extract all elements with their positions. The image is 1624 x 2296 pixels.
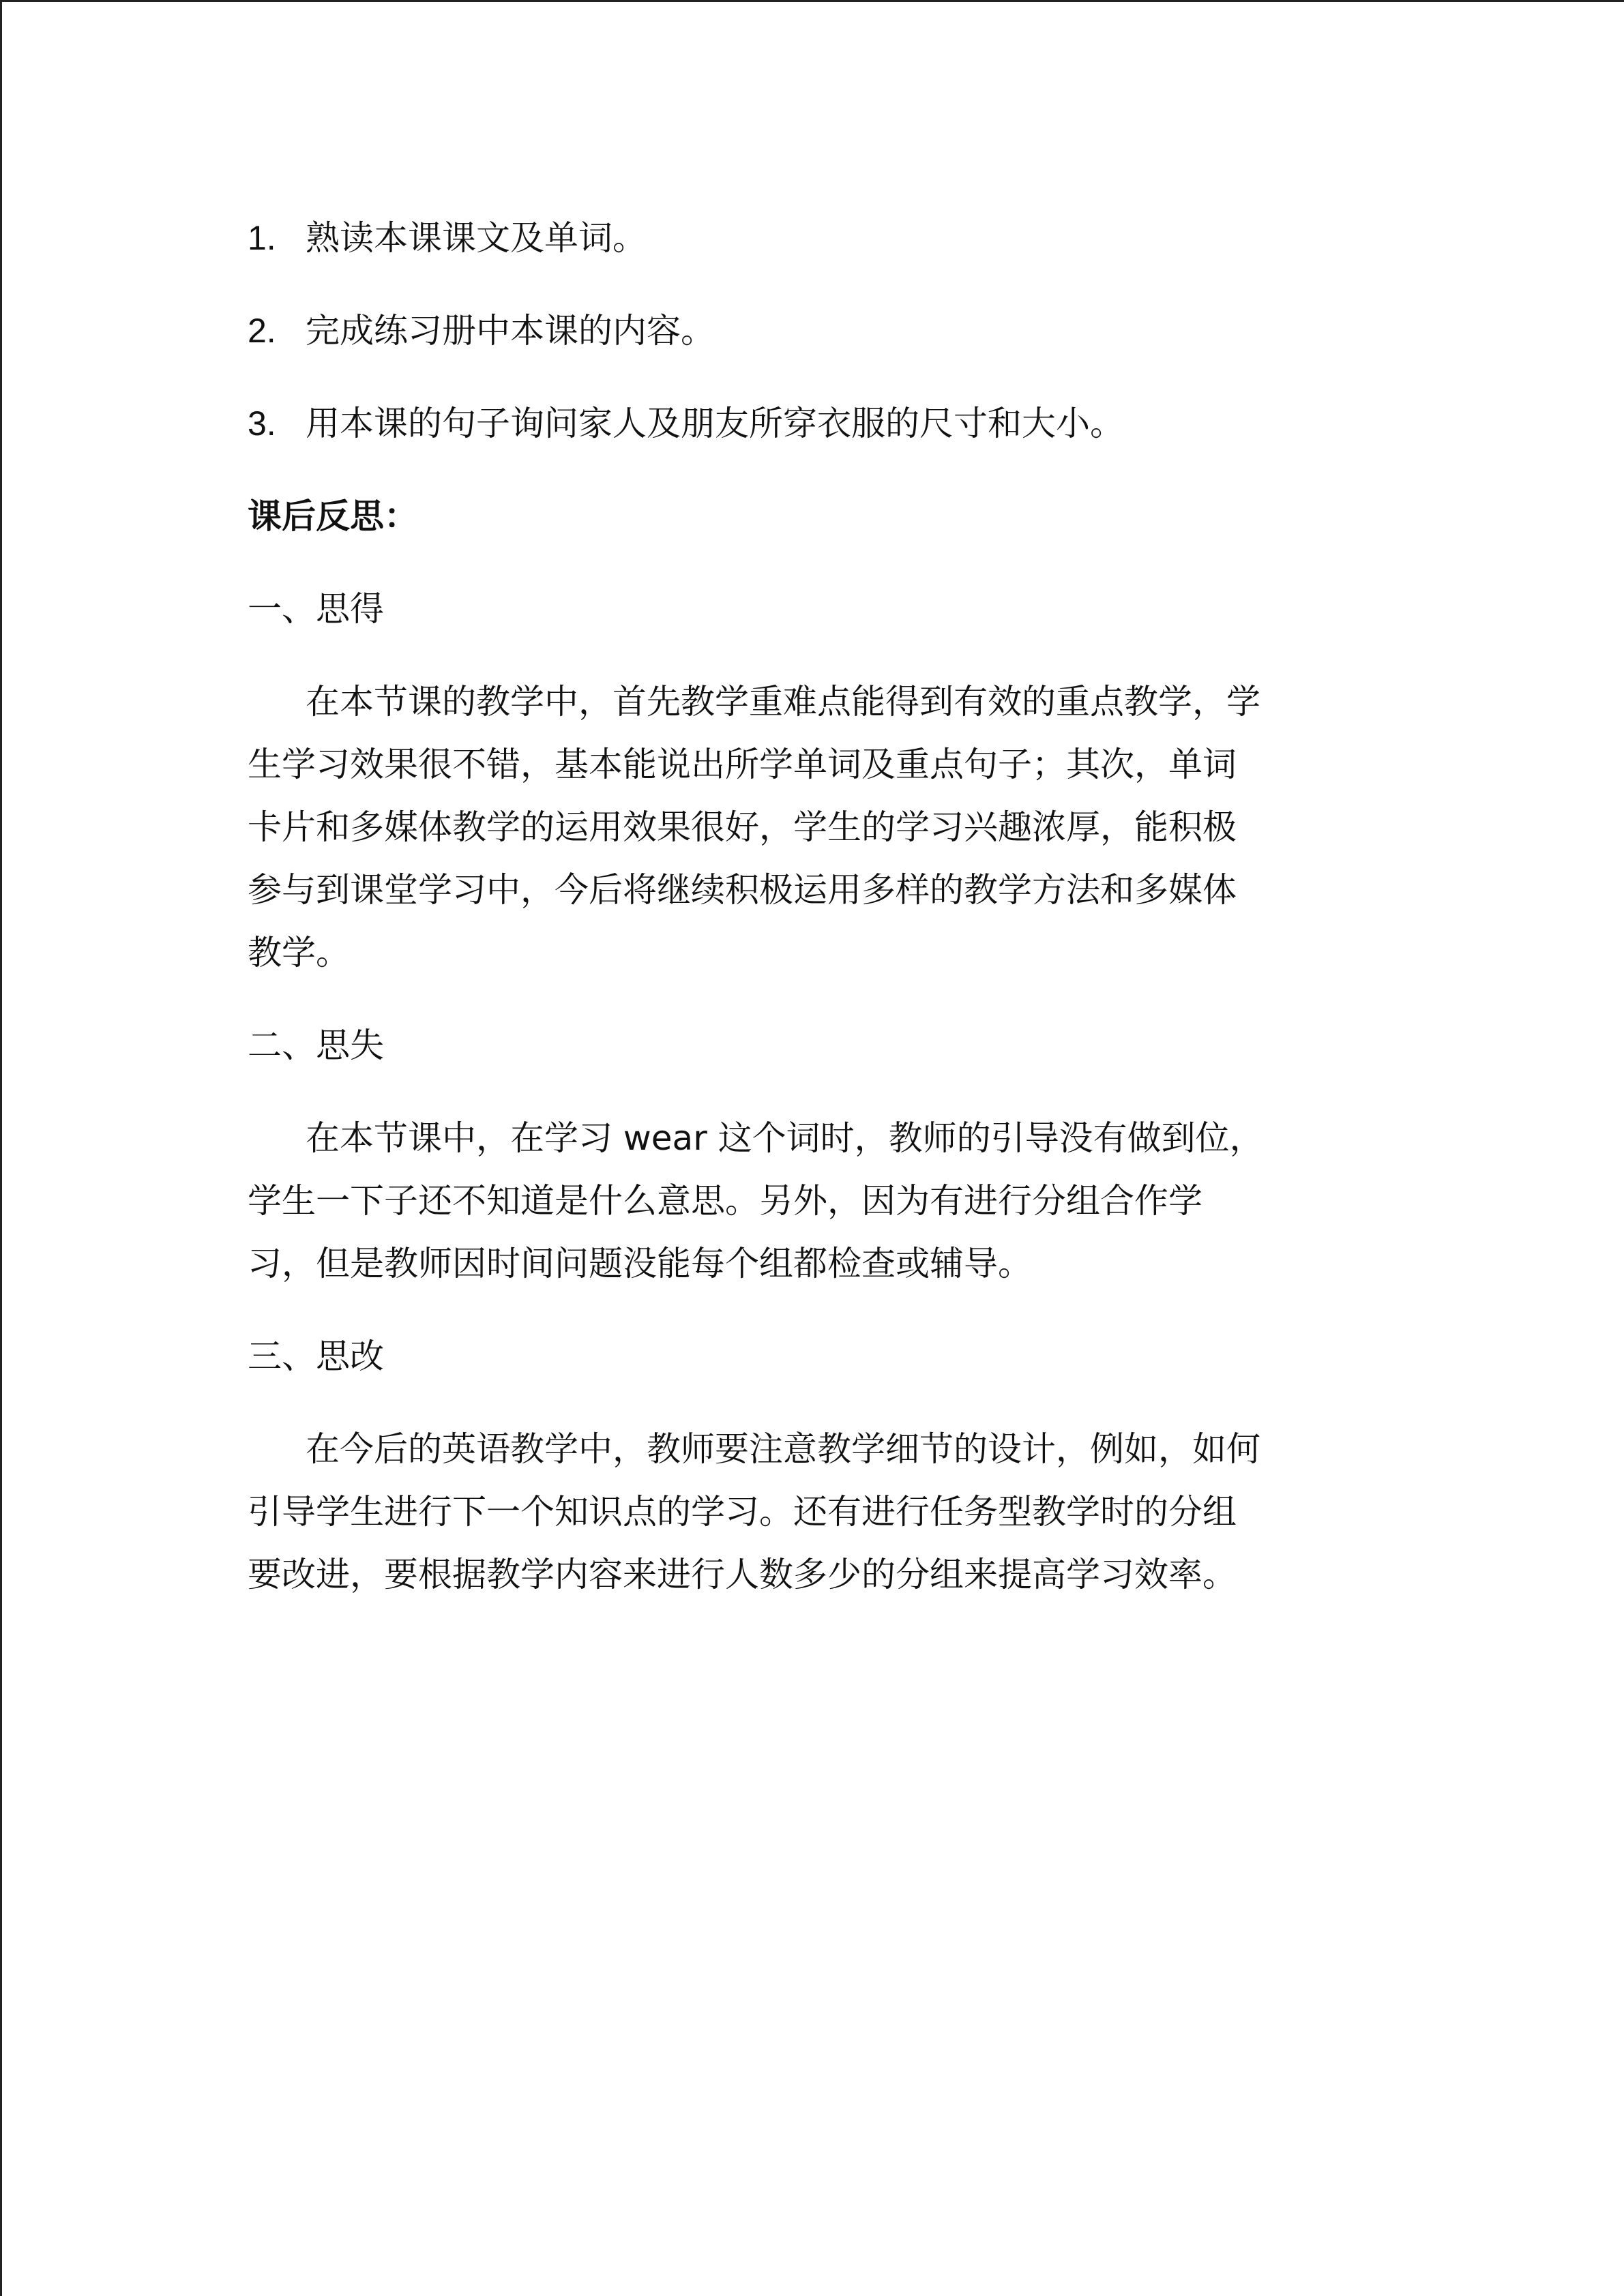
homework-item-1: [248, 207, 1380, 269]
section-heading-losses: 二、思失: [248, 1026, 384, 1065]
list-number: 1.: [248, 219, 276, 257]
paragraph-line: 要改进，要根据教学内容来进行人数多少的分组来提高学习效率。: [248, 1555, 1237, 1594]
section-paragraph-gains: [248, 670, 1380, 984]
list-text: 用本课的句子询问家人及朋友所穿衣服的尺寸和大小。: [306, 404, 1124, 443]
section-heading-improvements: 三、思改: [248, 1337, 384, 1376]
section-paragraph-losses: [248, 1107, 1380, 1295]
paragraph-line: 引导学生进行下一个知识点的学习。还有进行任务型教学时的分组: [248, 1492, 1237, 1532]
paragraph-line: 生学习效果很不错，基本能说出所学单词及重点句子；其次，单词: [248, 745, 1237, 784]
reflection-title: 课后反思：: [248, 496, 418, 536]
list-text: 熟读本课课文及单词。: [306, 218, 647, 258]
section-heading-gains: 一、思得: [248, 589, 384, 629]
paragraph-line: 参与到课堂学习中，今后将继续积极运用多样的教学方法和多媒体: [248, 870, 1237, 910]
homework-item-2: [248, 299, 1380, 362]
paragraph-line: 习，但是教师因时间问题没能每个组都检查或辅导。: [248, 1244, 1032, 1283]
document-content: [248, 207, 1380, 1636]
list-number: 2.: [248, 312, 276, 350]
paragraph-line: 在本节课的教学中，首先教学重难点能得到有效的重点教学，学: [306, 682, 1260, 721]
paragraph-line: 在本节课中，在学习 wear 这个词时，教师的引导没有做到位，: [306, 1118, 1264, 1158]
paragraph-line: 卡片和多媒体教学的运用效果很好，学生的学习兴趣浓厚，能积极: [248, 807, 1237, 847]
homework-item-3: [248, 392, 1380, 455]
paragraph-line: 在今后的英语教学中，教师要注意教学细节的设计，例如，如何: [306, 1429, 1260, 1469]
section-paragraph-improvements: [248, 1418, 1380, 1606]
list-number: 3.: [248, 404, 276, 443]
list-text: 完成练习册中本课的内容。: [306, 311, 715, 351]
paragraph-line: 教学。: [248, 933, 350, 972]
paragraph-line: 学生一下子还不知道是什么意思。另外，因为有进行分组合作学: [248, 1181, 1202, 1221]
